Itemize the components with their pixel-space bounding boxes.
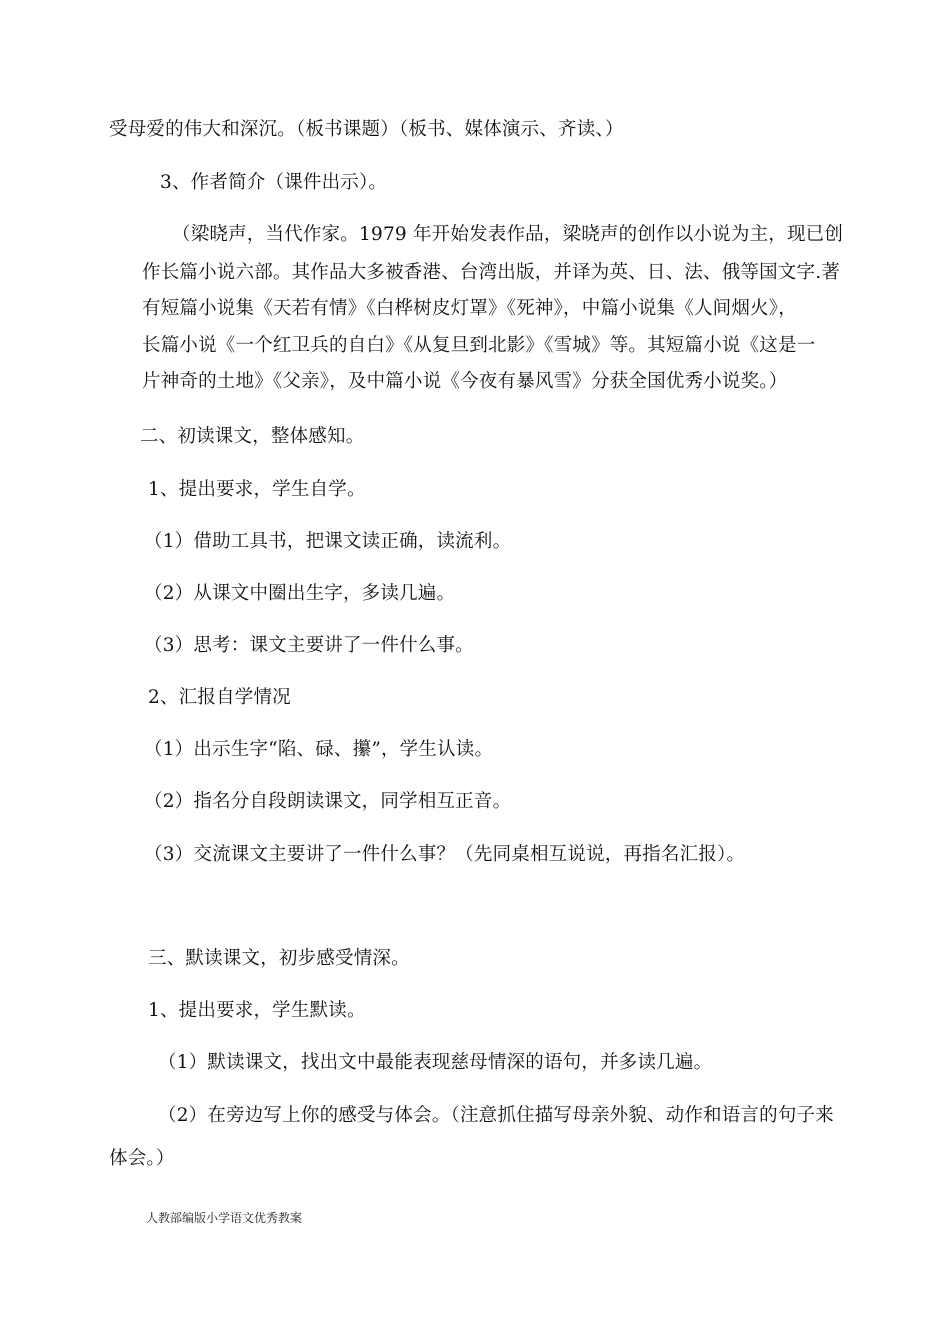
list-item: （2）从课文中圈出生字，多读几遍。	[144, 583, 456, 604]
author-bio-line-2: 作长篇小说六部。其作品大多被香港、台湾出版，并译为英、日、法、俄等国文字.著	[142, 262, 840, 283]
author-bio-line-5: 片神奇的土地》《父亲》，及中篇小说《今夜有暴风雪》分获全国优秀小说奖。）	[142, 371, 788, 392]
list-item: （1）默读课文，找出文中最能表现慈母情深的语句，并多读几遍。	[158, 1052, 713, 1073]
list-item: （3）思考：课文主要讲了一件什么事。	[144, 635, 474, 656]
list-item: （1）出示生字“陷、碌、攥”，学生认读。	[144, 739, 494, 760]
paragraph-line-1: 受母爱的伟大和深沉。（板书课题）（板书、媒体演示、齐读、）	[109, 119, 624, 140]
list-item: （2）在旁边写上你的感受与体会。（注意抓住描写母亲外貌、动作和语言的句子来	[158, 1105, 834, 1126]
section-heading-3: 三、默读课文，初步感受情深。	[148, 948, 410, 969]
section-heading-2: 二、初读课文，整体感知。	[140, 426, 365, 447]
page-footer: 人教部编版小学语文优秀教案	[146, 1211, 303, 1225]
list-item: 1、提出要求，学生自学。	[148, 479, 366, 500]
list-item: 2、汇报自学情况	[148, 687, 291, 708]
author-bio-line-3: 有短篇小说集《天若有情》《白桦树皮灯罩》《死神》，中篇小说集《人间烟火》，	[142, 298, 797, 319]
list-item: （3）交流课文主要讲了一件什么事？（先同桌相互说说，再指名汇报）。	[144, 844, 746, 865]
heading-author-intro: 3、作者简介（课件出示）。	[160, 172, 388, 193]
author-bio-line-4: 长篇小说《一个红卫兵的自白》《从复旦到北影》《雪城》等。其短篇小说《这是一	[142, 335, 816, 356]
list-item-continuation: 体会。）	[109, 1148, 175, 1169]
list-item: （2）指名分自段朗读课文，同学相互正音。	[144, 791, 512, 812]
list-item: 1、提出要求，学生默读。	[148, 1000, 366, 1021]
list-item: （1）借助工具书，把课文读正确，读流利。	[144, 531, 512, 552]
author-bio-line-1: （梁晓声，当代作家。1979 年开始发表作品，梁晓声的创作以小说为主，现已创	[172, 224, 844, 245]
